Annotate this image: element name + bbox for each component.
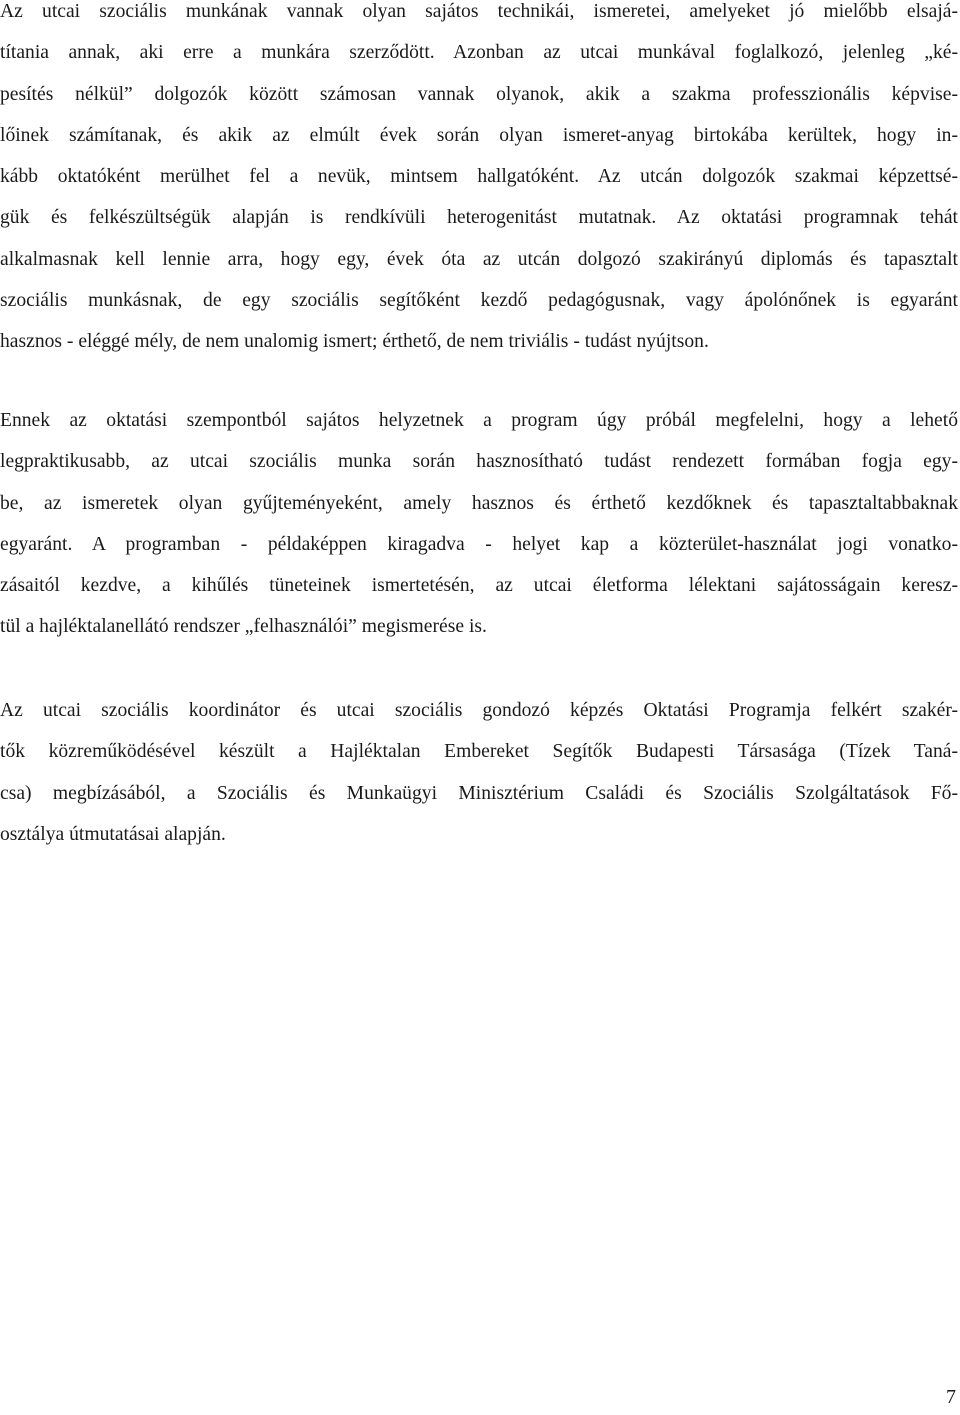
paragraph-1 — [0, 0, 958, 363]
paragraph-2 — [0, 400, 958, 648]
text-line: tül a hajléktalanellátó rendszer „felhasználói” megismerése is. — [0, 616, 487, 638]
text-line: szociális munkásnak, de egy szociális segítőként kezdő pedagógusnak, vagy ápolónőnek is egyaránt — [0, 290, 958, 312]
text-line: zásaitól kezdve, a kihűlés tüneteinek ismertetésén, az utcai életforma lélektani sajátosságain keresz- — [0, 575, 958, 597]
text-line: Az utcai szociális koordinátor és utcai szociális gondozó képzés Oktatási Programja felkért szakér- — [0, 700, 958, 721]
text-line: csa) megbízásából, a Szociális és Munkaügyi Minisztérium Családi és Szociális Szolgáltatások Fő- — [0, 782, 958, 804]
text-line: legpraktikusabb, az utcai szociális munka során hasznosítható tudást rendezett formában fogja egy- — [0, 451, 958, 473]
text-line: lőinek számítanak, és akik az elmúlt évek során olyan ismeret-anyag birtokába kerültek, hogy in- — [0, 124, 958, 146]
text-line: títania annak, aki erre a munkára szerződött. Azonban az utcai munkával foglalkozó, jelenleg „ké- — [0, 42, 958, 64]
text-line: tők közreműködésével készült a Hajléktalan Embereket Segítők Budapesti Társasága (Tízek Taná- — [0, 741, 958, 763]
text-line: gük és felkészültségük alapján is rendkívüli heterogenitást mutatnak. Az oktatási programnak tehát — [0, 207, 958, 229]
paragraph-3 — [0, 690, 958, 855]
page-number: 7 — [946, 1386, 956, 1408]
text-line: Ennek az oktatási szempontból sajátos helyzetnek a program úgy próbál megfelelni, hogy a lehető — [0, 410, 958, 431]
text-line: osztálya útmutatásai alapján. — [0, 823, 226, 845]
text-line: egyaránt. A programban - példaképpen kiragadva - helyet kap a közterület-használat jogi vonatko- — [0, 533, 958, 555]
text-line: alkalmasnak kell lennie arra, hogy egy, évek óta az utcán dolgozó szakirányú diplomás és tapasztalt — [0, 248, 958, 270]
text-line: Az utcai szociális munkának vannak olyan sajátos technikái, ismeretei, amelyeket jó mielőbb elsajá- — [0, 1, 958, 22]
text-line: kább oktatóként merülhet fel a nevük, mintsem hallgatóként. Az utcán dolgozók szakmai képzettsé- — [0, 166, 958, 188]
text-line: be, az ismeretek olyan gyűjteményeként, amely hasznos és érthető kezdőknek és tapasztaltabbaknak — [0, 492, 958, 514]
text-line: pesítés nélkül” dolgozók között számosan vannak olyanok, akik a szakma professzionális képvise- — [0, 83, 958, 105]
text-line: hasznos - eléggé mély, de nem unalomig ismert; érthető, de nem triviális - tudást nyújtson. — [0, 331, 709, 353]
